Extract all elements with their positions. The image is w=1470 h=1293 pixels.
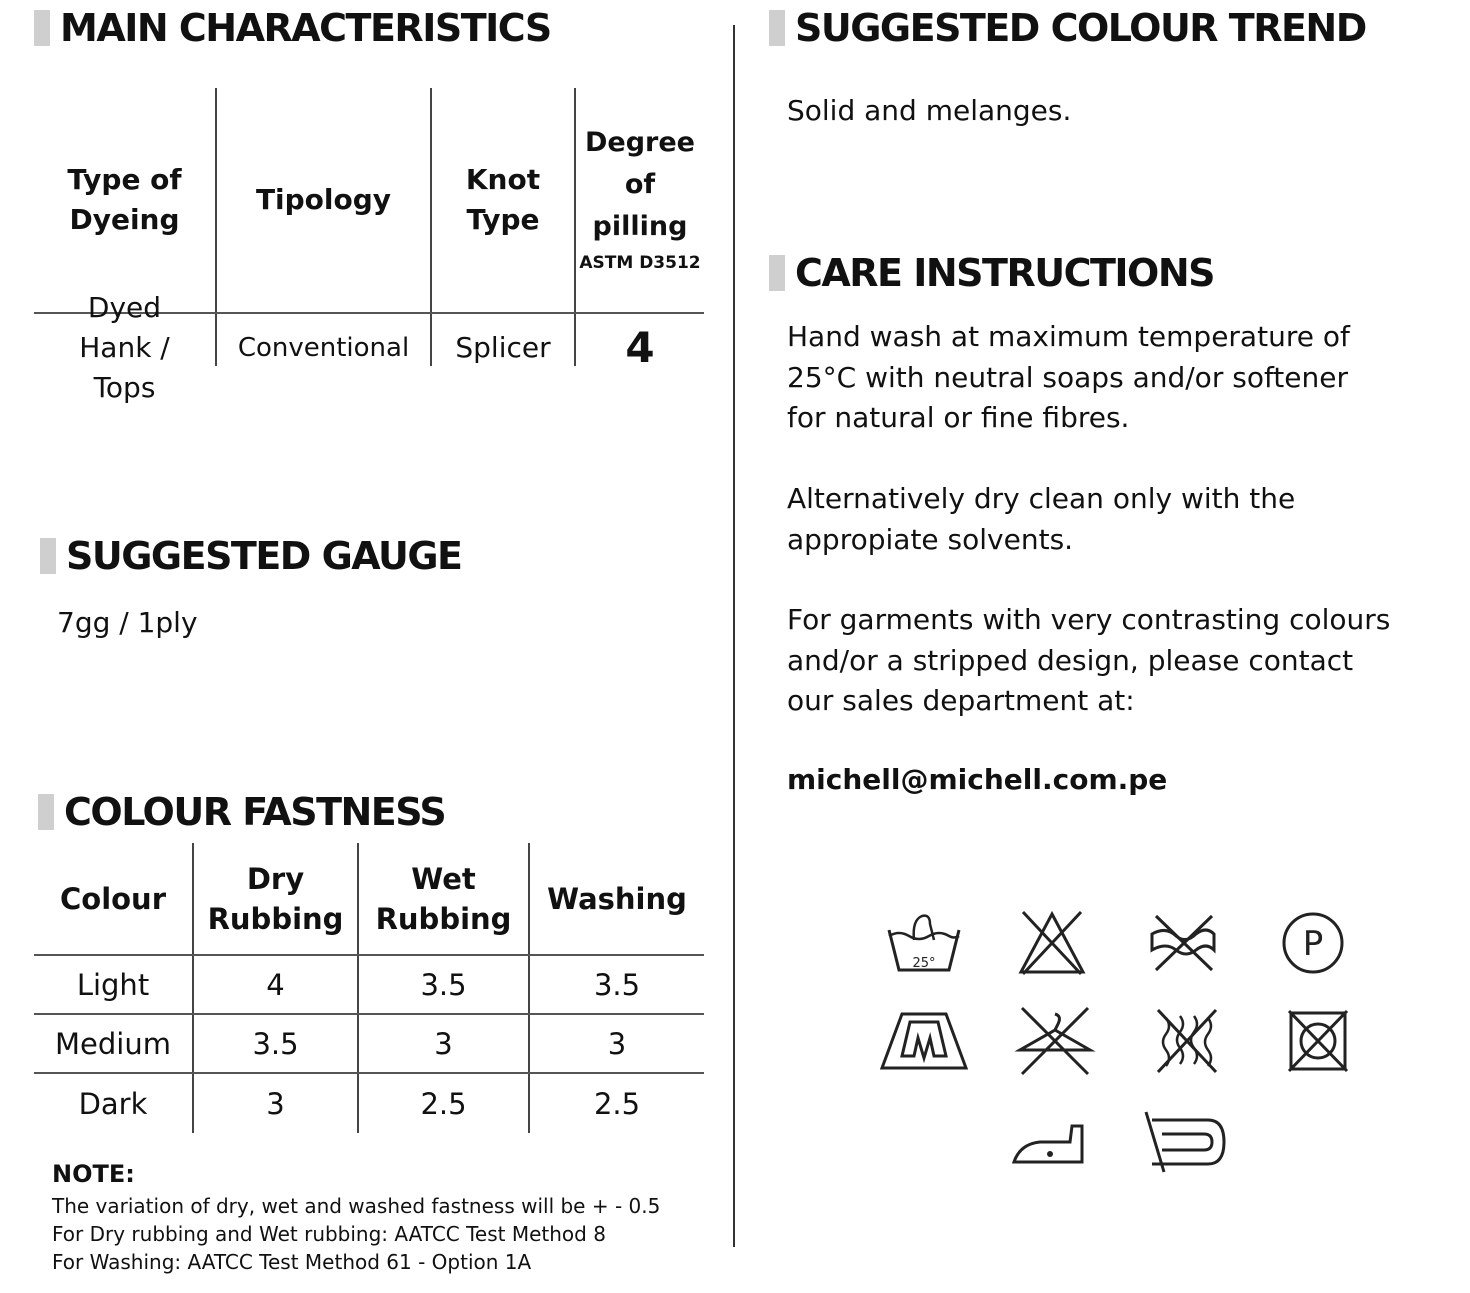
value-pilling: 4 [625, 323, 655, 372]
header-type-of-dyeing: Type of Dyeing [67, 163, 182, 236]
table-cell: 2.5 [420, 1086, 467, 1121]
dry-flat-icon [878, 1008, 970, 1074]
do-not-hang-dry-icon [1014, 1004, 1096, 1076]
care-paragraph-1: Hand wash at maximum temperature of 25°C with neutral soaps and/or softener for natural or fine fibres. [787, 320, 1350, 434]
heading-bar [40, 538, 56, 574]
note-title: NOTE: [52, 1160, 135, 1188]
care-instructions-heading [769, 251, 1214, 295]
table-cell: Medium [55, 1026, 171, 1061]
heading-text: MAIN CHARACTERISTICS [60, 6, 551, 50]
table-cell: 3 [434, 1026, 453, 1061]
header-degree-of-pilling: Degree of pilling ASTM D3512 [576, 88, 704, 312]
header-knot-type: Knot Type [465, 163, 541, 236]
care-paragraph-3: For garments with very contrasting colours and/or a stripped design, please contact our sales department at: [787, 603, 1391, 717]
heading-text: CARE INSTRUCTIONS [795, 251, 1215, 295]
header-wet-rubbing: Wet Rubbing [375, 861, 512, 936]
table-cell: Light [76, 967, 150, 1002]
table-cell: 2.5 [593, 1086, 641, 1121]
do-not-steam-icon [1154, 1006, 1220, 1076]
table-cell: 3.5 [420, 967, 467, 1002]
header-washing: Washing [547, 881, 687, 916]
header-tipology: Tipology [255, 183, 392, 216]
heading-text: COLOUR FASTNESS [64, 790, 446, 834]
pilling-standard: ASTM D3512 [579, 253, 701, 273]
note-line: For Dry rubbing and Wet rubbing: AATCC Test Method 8 [52, 1222, 606, 1246]
table-cell: Dark [78, 1086, 148, 1121]
value-knot-type: Splicer [455, 331, 551, 364]
main-characteristics-heading [34, 6, 551, 50]
table-cell: 3 [607, 1026, 627, 1061]
svg-text:P: P [1302, 924, 1324, 964]
heading-text: SUGGESTED COLOUR TREND [795, 6, 1366, 50]
sales-email-link[interactable]: michell@michell.com.pe [787, 763, 1168, 796]
column-divider [733, 25, 735, 1247]
colour-fastness-heading [38, 790, 445, 834]
table-cell: 3 [266, 1086, 285, 1121]
heading-bar [34, 10, 50, 46]
heading-bar [769, 10, 785, 46]
main-characteristics-table [34, 88, 704, 404]
heading-bar [769, 255, 785, 291]
do-not-bleach-icon [1017, 910, 1087, 976]
note-line: For Washing: AATCC Test Method 61 - Option 1A [52, 1250, 532, 1274]
colour-trend-text: Solid and melanges. [787, 94, 1072, 127]
heading-bar [38, 794, 54, 830]
value-type-of-dyeing: Dyed Hank / Tops [79, 291, 170, 404]
do-not-wring-icon [1146, 910, 1220, 976]
svg-text:25°: 25° [912, 956, 936, 971]
table-cell: 4 [266, 967, 285, 1002]
dry-flat-fold-icon [1142, 1110, 1228, 1174]
dry-clean-p-icon [1279, 910, 1347, 976]
note-line: The variation of dry, wet and washed fastness will be + - 0.5 [52, 1194, 661, 1218]
do-not-tumble-dry-icon [1286, 1008, 1350, 1074]
hand-wash-icon [884, 910, 964, 976]
colour-trend-heading [769, 6, 1366, 50]
header-colour: Colour [59, 881, 167, 916]
colour-fastness-table [34, 843, 704, 1133]
header-dry-rubbing: Dry Rubbing [207, 861, 344, 936]
value-tipology: Conventional [237, 333, 410, 363]
low-iron-icon [1010, 1118, 1088, 1168]
heading-text: SUGGESTED GAUGE [66, 534, 462, 578]
table-cell: 3.5 [252, 1026, 299, 1061]
suggested-gauge-heading [40, 534, 462, 578]
care-paragraph-2: Alternatively dry clean only with the appropiate solvents. [787, 482, 1296, 556]
gauge-value: 7gg / 1ply [57, 606, 198, 639]
table-cell: 3.5 [593, 967, 641, 1002]
